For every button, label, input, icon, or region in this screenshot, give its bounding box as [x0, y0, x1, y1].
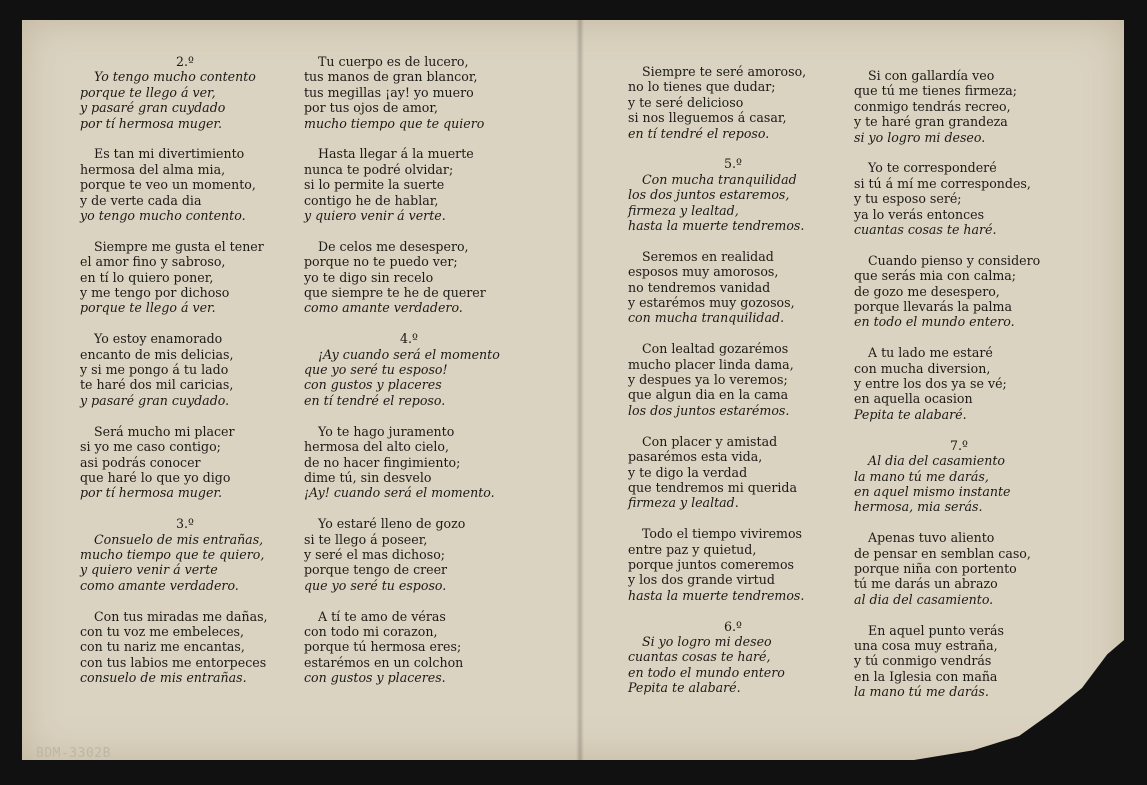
verse-line: A tí te amo de véras — [318, 608, 446, 624]
verse-line: como amante verdadero. — [80, 577, 239, 593]
verse-line: y quiero venir á verte. — [304, 208, 446, 224]
verse-line: por tí hermosa muger. — [80, 485, 223, 501]
stanza — [80, 69, 290, 131]
verse-line: una cosa muy estraña, — [854, 637, 998, 653]
verse-line: que yo seré tu esposo. — [304, 577, 447, 593]
verse-line: con mucha diversion, — [854, 360, 991, 376]
verse-line: en todo el mundo entero. — [854, 314, 1015, 330]
stanza — [628, 249, 838, 326]
verse-line: Todo el tiempo viviremos — [642, 526, 803, 542]
verse-line: yo tengo mucho contento. — [80, 208, 246, 224]
stanza — [854, 68, 1074, 145]
verse-line: porque niña con portento — [854, 560, 1017, 576]
verse-line: porque juntos comeremos — [628, 556, 795, 572]
stanza — [628, 341, 838, 418]
verse-line: por tí hermosa muger. — [80, 115, 223, 131]
verse-line: y quiero venir á verte — [80, 562, 218, 578]
verse-line: estarémos en un colchon — [304, 654, 464, 670]
verse-line: Yo te hago juramento — [318, 423, 455, 439]
verse-line: y tú conmigo vendrás — [854, 653, 992, 669]
verse-line: que algun dia en la cama — [628, 387, 789, 403]
verse-line: ¡Ay cuando será el momento — [318, 346, 500, 362]
verse-line: y estarémos muy gozosos, — [628, 295, 795, 311]
verse-line: Consuelo de mis entrañas, — [94, 531, 264, 547]
verse-line: Tu cuerpo es de lucero, — [318, 54, 469, 69]
stanza — [854, 453, 1074, 515]
verse-column-2 — [304, 54, 534, 701]
stanza — [80, 609, 290, 686]
verse-line: mucho tiempo que te quiero, — [80, 546, 265, 562]
verse-line: Cuando pienso y considero — [868, 252, 1041, 268]
verse-line: hasta la muerte tendremos. — [628, 218, 805, 234]
verse-line: Yo te corresponderé — [868, 160, 997, 176]
archive-stamp: BDM-3302B — [36, 746, 111, 761]
stanza — [854, 530, 1074, 607]
verse-line: encanto de mis delicias, — [80, 346, 234, 362]
verse-line: y los dos grande virtud — [628, 572, 775, 588]
verse-line: en la Iglesia con maña — [854, 668, 998, 684]
verse-line: no lo tienes que dudar; — [628, 79, 776, 95]
verse-line: en aquel mismo instante — [854, 483, 1011, 499]
verse-line: en tí lo quiero poner, — [80, 269, 214, 285]
verse-line: porque llevarás la palma — [854, 299, 1013, 315]
stanza — [80, 424, 290, 501]
verse-line: la mano tú me darás. — [854, 684, 989, 700]
verse-line: con tu voz me embeleces, — [80, 623, 245, 639]
verse-line: de pensar en semblan caso, — [854, 545, 1031, 561]
verse-line: yo te digo sin recelo — [304, 269, 434, 285]
verse-line: pasarémos esta vida, — [628, 449, 763, 465]
verse-line: porque te llego á ver. — [80, 300, 216, 316]
verse-line: si te llego á poseer, — [304, 531, 428, 547]
verse-line: Al dia del casamiento — [868, 453, 1005, 469]
verse-line: y te digo la verdad — [628, 464, 748, 480]
verse-line: y te seré delicioso — [628, 94, 744, 110]
verse-line: Siempre me gusta el tener — [94, 238, 264, 254]
stanza-number: 3.º — [176, 516, 194, 532]
verse-line: si yo logro mi deseo. — [854, 129, 986, 145]
verse-line: que tendremos mi querida — [628, 479, 797, 495]
verse-line: por tus ojos de amor, — [304, 100, 439, 116]
verse-line: en tí tendré el reposo. — [304, 392, 446, 408]
verse-line: porque tú hermosa eres; — [304, 639, 462, 655]
verse-line: hermosa, mia serás. — [854, 499, 983, 515]
verse-line: asi podrás conocer — [80, 454, 201, 470]
verse-line: el amor fino y sabroso, — [80, 254, 226, 270]
stanza — [304, 609, 534, 686]
stanza — [304, 54, 534, 131]
stanza — [304, 146, 534, 223]
verse-line: si tú á mí me correspondes, — [854, 175, 1031, 191]
verse-line: esposos muy amorosos, — [628, 264, 779, 280]
verse-line: porque tengo de creer — [304, 562, 448, 578]
stanza — [628, 634, 838, 696]
verse-line: y me tengo por dichoso — [80, 285, 230, 301]
verse-line: conmigo tendrás recreo, — [854, 98, 1011, 114]
verse-line: Si con gallardía veo — [868, 68, 995, 83]
verse-line: al dia del casamiento. — [854, 591, 994, 607]
verse-line: porque no te puedo ver; — [304, 254, 458, 270]
verse-line: hermosa del alma mia, — [80, 161, 226, 177]
verse-line: y despues ya lo veremos; — [628, 372, 788, 388]
verse-line: y si me pongo á tu lado — [80, 362, 229, 378]
verse-line: Yo estaré lleno de gozo — [318, 516, 466, 532]
verse-line: como amante verdadero. — [304, 300, 463, 316]
verse-line: mucho tiempo que te quiero — [304, 115, 485, 131]
verse-line: y te haré gran grandeza — [854, 114, 1008, 130]
stanza — [854, 623, 1074, 700]
verse-line: si yo me caso contigo; — [80, 439, 221, 455]
verse-line: consuelo de mis entrañas. — [80, 670, 247, 686]
verse-column-1 — [80, 54, 290, 701]
verse-line: Pepita te alabaré. — [628, 680, 741, 696]
stanza-number: 4.º — [400, 331, 418, 347]
verse-line: que haré lo que yo digo — [80, 469, 231, 485]
verse-line: de gozo me desespero, — [854, 283, 1000, 299]
verse-line: Es tan mi divertimiento — [94, 146, 245, 162]
verse-line: porque te llego á ver, — [80, 84, 216, 100]
verse-line: ¡Ay! cuando será el momento. — [304, 485, 495, 501]
verse-line: que tú me tienes firmeza; — [854, 83, 1017, 99]
verse-line: Con lealtad gozarémos — [642, 341, 789, 357]
verse-line: los dos juntos estarémos. — [628, 402, 790, 418]
verse-line: Hasta llegar á la muerte — [318, 146, 474, 162]
verse-line: y entre los dos ya se vé; — [854, 376, 1007, 392]
verse-line: con tus labios me entorpeces — [80, 654, 267, 670]
stanza — [628, 526, 838, 603]
verse-line: si nos lleguemos á casar, — [628, 110, 787, 126]
verse-line: con todo mi corazon, — [304, 623, 438, 639]
stanza — [304, 347, 534, 409]
verse-column-4 — [854, 68, 1074, 715]
verse-line: A tu lado me estaré — [868, 345, 993, 361]
verse-line: los dos juntos estaremos, — [628, 187, 790, 203]
verse-line: mucho placer linda dama, — [628, 356, 794, 372]
verse-line: con gustos y placeres — [304, 377, 442, 393]
stanza-number: 2.º — [176, 54, 194, 69]
verse-line: no tendremos vanidad — [628, 279, 771, 295]
verse-line: cuantas cosas te haré. — [854, 222, 997, 238]
stanza — [80, 146, 290, 223]
center-fold — [576, 20, 584, 760]
verse-line: dime tú, sin desvelo — [304, 469, 432, 485]
verse-line: Con placer y amistad — [642, 433, 778, 449]
stanza — [80, 239, 290, 316]
verse-line: tus megillas ¡ay! yo muero — [304, 84, 474, 100]
verse-line: en aquella ocasion — [854, 391, 973, 407]
verse-line: y de verte cada dia — [80, 192, 202, 208]
verse-line: Yo tengo mucho contento — [94, 69, 256, 85]
verse-line: Yo estoy enamorado — [94, 331, 223, 347]
verse-line: te haré dos mil caricias, — [80, 377, 234, 393]
stanza — [854, 160, 1074, 237]
verse-line: Si yo logro mi deseo — [642, 633, 772, 649]
verse-line: entre paz y quietud, — [628, 541, 757, 557]
verse-line: porque te veo un momento, — [80, 177, 256, 193]
stanza — [854, 253, 1074, 330]
stanza-number: 5.º — [724, 156, 742, 172]
verse-line: que siempre te he de querer — [304, 285, 486, 301]
verse-line: tus manos de gran blancor, — [304, 69, 478, 85]
verse-line: con gustos y placeres. — [304, 670, 446, 686]
verse-line: Pepita te alabaré. — [854, 406, 967, 422]
stanza — [628, 434, 838, 511]
verse-line: de no hacer fingimiento; — [304, 454, 461, 470]
verse-line: Será mucho mi placer — [94, 423, 235, 439]
stanza — [304, 424, 534, 501]
verse-line: la mano tú me darás, — [854, 468, 989, 484]
stanza — [304, 516, 534, 593]
verse-line: en todo el mundo entero — [628, 664, 785, 680]
verse-line: si lo permite la suerte — [304, 177, 445, 193]
verse-line: cuantas cosas te haré, — [628, 649, 771, 665]
verse-line: Con mucha tranquilidad — [642, 171, 797, 187]
document-sheet — [22, 20, 1124, 760]
verse-line: En aquel punto verás — [868, 622, 1004, 638]
verse-line: firmeza y lealtad. — [628, 495, 739, 511]
stanza-number: 7.º — [950, 437, 968, 453]
verse-line: Seremos en realidad — [642, 248, 774, 264]
stanza — [80, 532, 290, 594]
verse-line: con mucha tranquilidad. — [628, 310, 785, 326]
stanza — [628, 64, 838, 141]
verse-line: y seré el mas dichoso; — [304, 546, 446, 562]
verse-line: hasta la muerte tendremos. — [628, 587, 805, 603]
verse-line: De celos me desespero, — [318, 238, 469, 254]
verse-line: en tí tendré el reposo. — [628, 125, 770, 141]
stanza — [80, 331, 290, 408]
verse-line: que serás mia con calma; — [854, 268, 1017, 284]
verse-column-3 — [628, 64, 838, 711]
verse-line: Con tus miradas me dañas, — [94, 608, 268, 624]
verse-line: que yo seré tu esposo! — [304, 362, 448, 378]
verse-line: nunca te podré olvidar; — [304, 161, 454, 177]
verse-line: contigo he de hablar, — [304, 192, 439, 208]
verse-line: y tu esposo seré; — [854, 191, 962, 207]
verse-line: Apenas tuvo aliento — [868, 530, 995, 546]
verse-line: y pasaré gran cuydado. — [80, 392, 230, 408]
verse-line: Siempre te seré amoroso, — [642, 64, 807, 79]
verse-line: y pasaré gran cuydado — [80, 100, 226, 116]
stanza-number: 6.º — [724, 618, 742, 634]
verse-line: firmeza y lealtad, — [628, 202, 739, 218]
verse-line: tú me darás un abrazo — [854, 576, 998, 592]
stanza — [304, 239, 534, 316]
stanza — [628, 172, 838, 234]
verse-line: con tu nariz me encantas, — [80, 639, 245, 655]
verse-line: ya lo verás entonces — [854, 206, 985, 222]
stanza — [854, 345, 1074, 422]
verse-line: hermosa del alto cielo, — [304, 439, 449, 455]
